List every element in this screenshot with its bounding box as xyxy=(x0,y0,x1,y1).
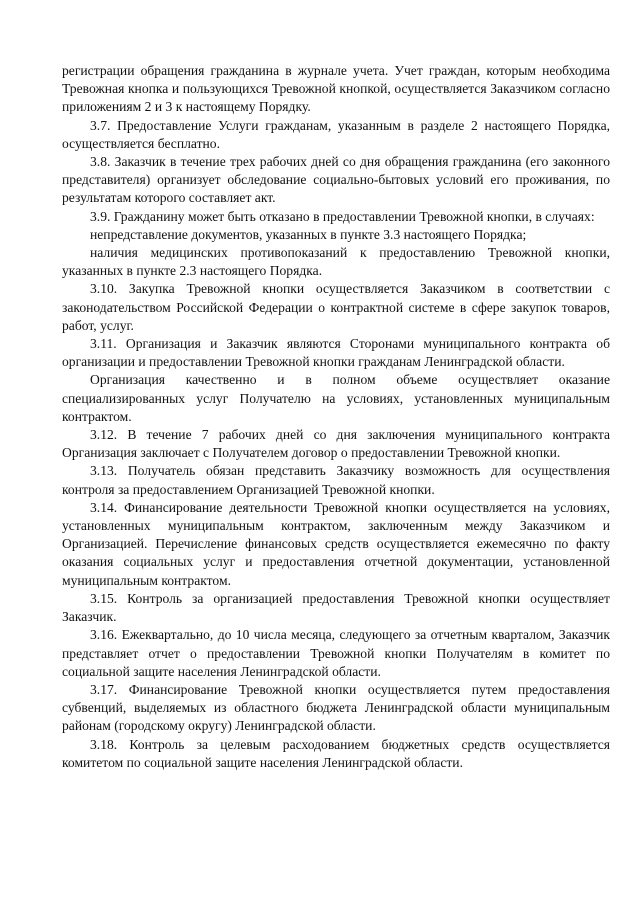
paragraph-3-11-organization: Организация качественно и в полном объеме осуществляет оказание специализированных услуг Получателю на условиях, установленных муниципальным контрактом. xyxy=(62,372,610,424)
paragraph-3-8: 3.8. Заказчик в течение трех рабочих дней со дня обращения гражданина (его законного представителя) организует обследование социально-бытовых условий его проживания, по результатам которого составляет акт. xyxy=(62,154,610,206)
document-page xyxy=(62,62,610,772)
paragraph-3-17: 3.17. Финансирование Тревожной кнопки осуществляется путем предоставления субвенций, выделяемых из областного бюджета Ленинградской области муниципальным районам (городскому округу) Ленинградской области. xyxy=(62,681,610,734)
paragraph-3-15: 3.15. Контроль за организацией предоставления Тревожной кнопки осуществляет Заказчик. xyxy=(62,590,610,625)
paragraph-3-9-case-2: наличия медицинских противопоказаний к предоставлению Тревожной кнопки, указанных в пункте 2.3 настоящего Порядка. xyxy=(62,245,610,279)
paragraph-3-7: 3.7. Предоставление Услуги гражданам, указанным в разделе 2 настоящего Порядка, осуществляется бесплатно. xyxy=(62,117,610,151)
paragraph-3-13: 3.13. Получатель обязан представить Заказчику возможность для осуществления контроля за предоставлением Организацией Тревожной кнопки. xyxy=(62,463,610,497)
paragraph-3-6-continued: регистрации обращения гражданина в журнале учета. Учет граждан, которым необходима Тревожная кнопка и пользующихся Тревожной кнопкой, осуществляется Заказчиком согласно приложениям 2 и 3 к настоящему Порядку. xyxy=(62,63,610,115)
paragraph-3-12: 3.12. В течение 7 рабочих дней со дня заключения муниципального контракта Организация заключает с Получателем договор о предоставлении Тревожной кнопки. xyxy=(62,427,610,461)
paragraph-3-16: 3.16. Ежеквартально, до 10 числа месяца, следующего за отчетным кварталом, Заказчик представляет отчет о предоставлении Тревожной кнопки Получателям в комитет по социальной защите населения Ленинградской области. xyxy=(62,627,610,679)
paragraph-3-11: 3.11. Организация и Заказчик являются Сторонами муниципального контракта об организации и предоставлении Тревожной кнопки гражданам Ленинградской области. xyxy=(62,336,610,370)
paragraph-3-9: 3.9. Гражданину может быть отказано в предоставлении Тревожной кнопки, в случаях: xyxy=(90,208,595,224)
paragraph-3-10: 3.10. Закупка Тревожной кнопки осуществляется Заказчиком в соответствии с законодательством Российской Федерации о контрактной системе в сфере закупок товаров, работ, услуг. xyxy=(62,281,610,333)
paragraph-3-14: 3.14. Финансирование деятельности Тревожной кнопки осуществляется на условиях, установленных муниципальным контрактом, заключенным между Заказчиком и Организацией. Перечисление финансовых средств осуществляется ежемесячно по факту оказания социальных услуг и предоставления отчетной документации, установленной муниципальным контрактом. xyxy=(62,499,610,588)
paragraph-3-18: 3.18. Контроль за целевым расходованием бюджетных средств осуществляется комитетом по социальной защите населения Ленинградской области. xyxy=(62,736,610,770)
paragraph-3-9-case-1: непредставление документов, указанных в пункте 3.3 настоящего Порядка; xyxy=(90,226,527,242)
